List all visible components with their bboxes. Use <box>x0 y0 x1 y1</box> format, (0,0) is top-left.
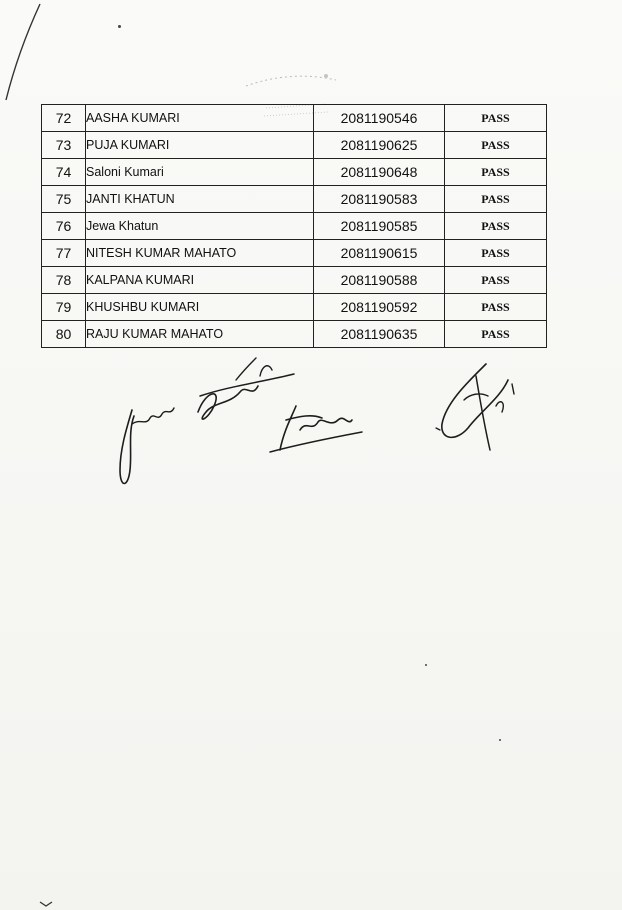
signature-1 <box>120 408 174 484</box>
student-name-cell: RAJU KUMAR MAHATO <box>86 321 314 348</box>
serial-number-cell: 78 <box>42 267 86 294</box>
result-cell: PASS <box>445 105 547 132</box>
pen-stroke-mark-icon <box>0 0 80 110</box>
table-row <box>42 105 547 132</box>
ink-dot <box>425 664 427 666</box>
result-cell: PASS <box>445 213 547 240</box>
roll-number-cell: 2081190615 <box>314 240 445 267</box>
roll-number-cell: 2081190592 <box>314 294 445 321</box>
ink-dot <box>499 739 501 741</box>
serial-number-cell: 76 <box>42 213 86 240</box>
roll-number-cell: 2081190583 <box>314 186 445 213</box>
student-name-cell: KHUSHBU KUMARI <box>86 294 314 321</box>
student-name-cell: JANTI KHATUN <box>86 186 314 213</box>
signature-3 <box>270 406 362 452</box>
signature-4 <box>436 364 514 450</box>
serial-number-cell: 74 <box>42 159 86 186</box>
table-row <box>42 132 547 159</box>
roll-number-cell: 2081190588 <box>314 267 445 294</box>
result-cell: PASS <box>445 132 547 159</box>
result-cell: PASS <box>445 294 547 321</box>
table-row <box>42 294 547 321</box>
serial-number-cell: 73 <box>42 132 86 159</box>
table-row <box>42 213 547 240</box>
result-cell: PASS <box>445 159 547 186</box>
result-cell: PASS <box>445 267 547 294</box>
serial-number-cell: 75 <box>42 186 86 213</box>
table-row <box>42 240 547 267</box>
student-name-cell: NITESH KUMAR MAHATO <box>86 240 314 267</box>
signatures-area <box>0 340 622 510</box>
serial-number-cell: 80 <box>42 321 86 348</box>
result-cell: PASS <box>445 240 547 267</box>
ink-dot <box>118 25 121 28</box>
roll-number-cell: 2081190635 <box>314 321 445 348</box>
signature-2 <box>198 358 294 419</box>
scan-edge-mark-icon <box>38 896 58 910</box>
serial-number-cell: 72 <box>42 105 86 132</box>
roll-number-cell: 2081190585 <box>314 213 445 240</box>
student-name-cell: PUJA KUMARI <box>86 132 314 159</box>
result-cell: PASS <box>445 186 547 213</box>
table-row <box>42 267 547 294</box>
table-row <box>42 159 547 186</box>
table-row <box>42 186 547 213</box>
roll-number-cell: 2081190546 <box>314 105 445 132</box>
student-name-cell: AASHA KUMARI <box>86 105 314 132</box>
student-name-cell: Saloni Kumari <box>86 159 314 186</box>
student-name-cell: KALPANA KUMARI <box>86 267 314 294</box>
serial-number-cell: 77 <box>42 240 86 267</box>
serial-number-cell: 79 <box>42 294 86 321</box>
results-table <box>41 104 547 348</box>
roll-number-cell: 2081190625 <box>314 132 445 159</box>
results-table-body <box>42 105 547 348</box>
result-cell: PASS <box>445 321 547 348</box>
student-name-cell: Jewa Khatun <box>86 213 314 240</box>
roll-number-cell: 2081190648 <box>314 159 445 186</box>
